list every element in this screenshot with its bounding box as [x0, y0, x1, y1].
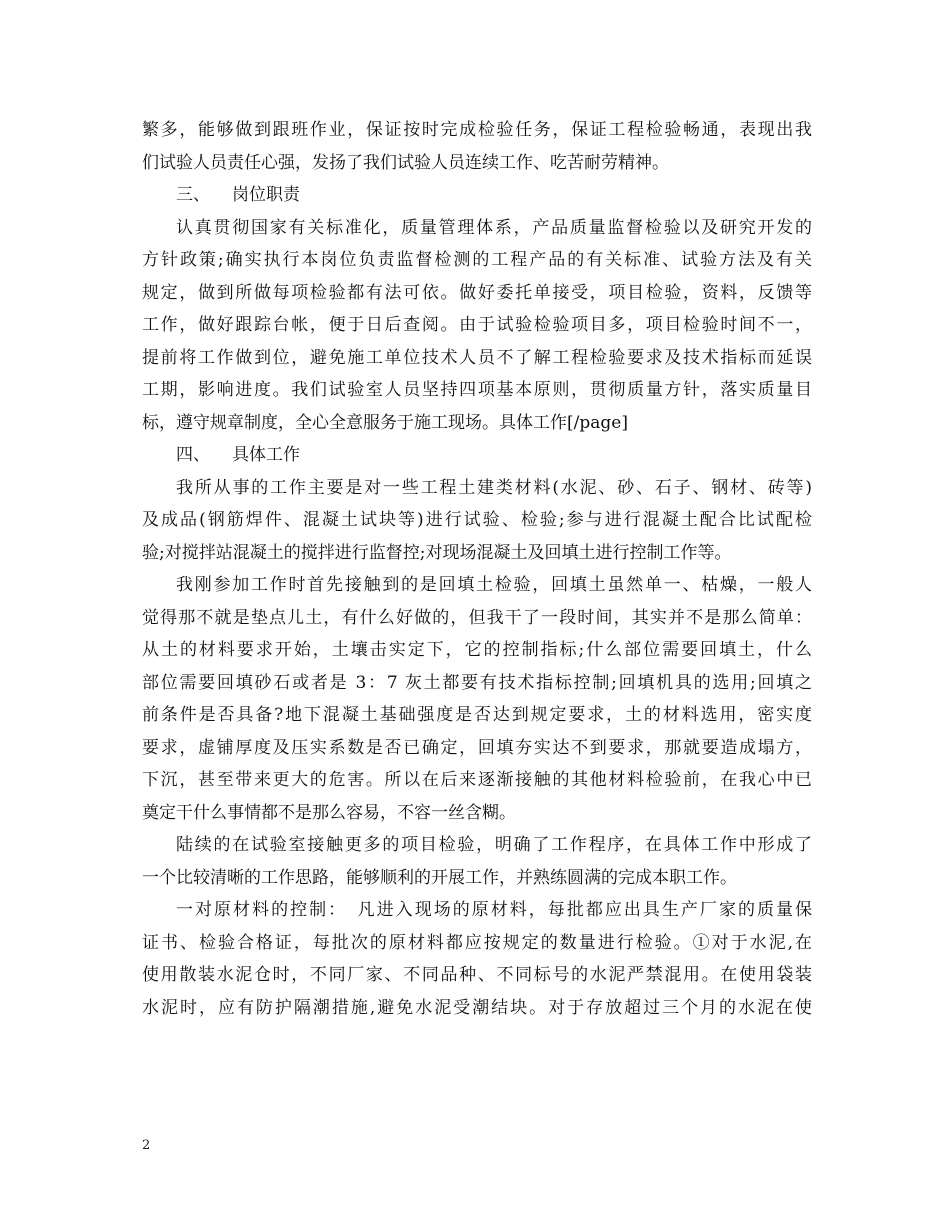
text-line: 及成品(钢筋焊件、混凝土试块等)进行试验、检验;参与进行混凝土配合比试配检 — [142, 510, 812, 530]
text-line: 水泥时，应有防护隔潮措施,避免水泥受潮结块。对于存放超过三个月的水泥在使 — [142, 997, 812, 1018]
text-line: 繁多，能够做到跟班作业，保证按时完成检验任务，保证工程检验畅通，表现出我 — [142, 120, 812, 140]
text-line: 陆续的在试验室接触更多的项目检验，明确了工作程序，在具体工作中形成了 — [176, 835, 812, 855]
section-heading — [142, 179, 812, 212]
text-line: 下沉，甚至带来更大的危害。所以在后来逐渐接触的其他材料检验前，在我心中已 — [142, 770, 812, 790]
text-line: 奠定干什么事情都不是那么容易，不容一丝含糊。 — [142, 802, 516, 823]
text-line: 提前将工作做到位，避免施工单位技术人员不了解工程检验要求及技术指标而延误 — [142, 347, 812, 368]
text-line: 一对原材料的控制： 凡进入现场的原材料，每批都应出具生产厂家的质量保 — [176, 900, 812, 920]
text-line: 们试验人员责任心强，发扬了我们试验人员连续工作、吃苦耐劳精神。 — [142, 152, 669, 173]
text-line: 我所从事的工作主要是对一些工程土建类材料(水泥、砂、石子、钢材、砖等) — [176, 477, 812, 498]
text-line: 觉得那不就是垫点儿土，有什么好做的，但我干了一段时间，其实并不是那么简单： — [142, 607, 812, 628]
text-line: 前条件是否具备?地下混凝土基础强度是否达到规定要求，土的材料选用，密实度 — [142, 705, 812, 725]
page-number: 2 — [142, 1138, 151, 1153]
section-title: 具体工作 — [232, 445, 300, 465]
text-line: 认真贯彻国家有关标准化，质量管理体系，产品质量监督检验以及研究开发的 — [176, 217, 812, 238]
text-line: 从土的材料要求开始，土壤击实定下，它的控制指标;什么部位需要回填土，什么 — [142, 640, 812, 660]
section-number: 三、 — [176, 185, 210, 205]
text-line: 验;对搅拌站混凝土的搅拌进行监督控;对现场混凝土及回填土进行控制工作等。 — [142, 542, 732, 563]
text-line: 使用散装水泥仓时，不同厂家、不同品种、不同标号的水泥严禁混用。在使用袋装 — [142, 965, 812, 985]
text-line: 工作，做好跟踪台帐，便于日后查阅。由于试验检验项目多，项目检验时间不一， — [142, 315, 812, 335]
text-line: 规定，做到所做每项检验都有法可依。做好委托单接受，项目检验，资料，反馈等 — [142, 282, 812, 303]
text-line: 要求，虚铺厚度及压实系数是否已确定，回填夯实达不到要求，那就要造成塌方， — [142, 737, 812, 758]
page-body — [142, 114, 812, 1024]
section-number: 四、 — [176, 445, 210, 465]
section-heading — [142, 439, 812, 472]
text-line: 标，遵守规章制度，全心全意服务于施工现场。具体工作[/page] — [142, 412, 628, 433]
text-line: 部位需要回填砂石或者是 3：7 灰土都要有技术指标控制;回填机具的选用;回填之 — [142, 672, 812, 693]
text-line: 工期，影响进度。我们试验室人员坚持四项基本原则，贯彻质量方针，落实质量目 — [142, 380, 812, 400]
text-line: 方针政策;确实执行本岗位负责监督检测的工程产品的有关标准、试验方法及有关 — [142, 250, 812, 270]
text-line: 我刚参加工作时首先接触到的是回填土检验，回填土虽然单一、枯燥，一般人 — [176, 575, 812, 595]
section-title: 岗位职责 — [232, 185, 300, 205]
text-line: 证书、检验合格证，每批次的原材料都应按规定的数量进行检验。①对于水泥,在 — [142, 932, 812, 953]
text-line: 一个比较清晰的工作思路，能够顺利的开展工作，并熟练圆满的完成本职工作。 — [142, 867, 737, 888]
